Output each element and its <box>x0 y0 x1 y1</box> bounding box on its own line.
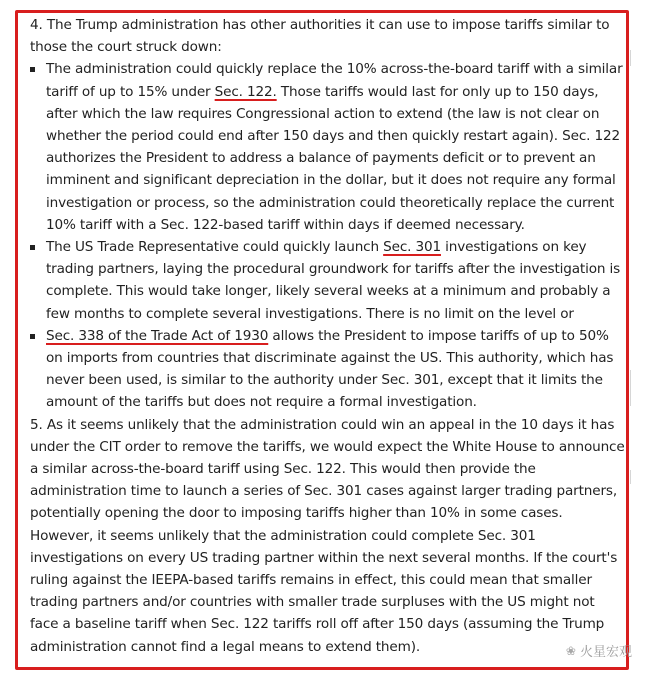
scroll-mark <box>630 470 631 484</box>
sec-338-link[interactable]: Sec. 338 of the Trade Act of 1930 <box>46 327 269 344</box>
bullet-text: The US Trade Representative could quickly launch <box>46 239 384 256</box>
scroll-mark <box>630 370 631 406</box>
paw-icon: ❀ <box>565 643 576 658</box>
item-5-text: 5. As it seems unlikely that the administration could win an appeal in the 10 days it has under the CIT order to remove the tariffs, we would expect the White House to announce a similar across-the-board tariff using Sec. 122. This would then provide the administration time to launch a series of Sec. 301 cases against larger trading partners, potentially opening the door to imposing tariffs higher than 10% in some cases. However, it seems unlikely that the administration could complete Sec. 301 investigations on every US trading partner within the next several months. If the court's ruling against the IEEPA-based tariffs remains in effect, this could mean that smaller trading partners and/or countries with smaller trade surpluses with the US might not face a baseline tariff when Sec. 122 tariffs roll off after 150 days (assuming the Trump administration cannot find a legal means to extend them). <box>30 416 625 655</box>
watermark-text: 火星宏观 <box>579 645 632 660</box>
bullet-marker <box>30 245 35 250</box>
item-4-intro: 4. The Trump administration has other authorities it can use to impose tariffs similar to those the court struck down: <box>30 17 610 56</box>
bullet-marker <box>30 67 35 72</box>
bullet-text: investigations on key trading partners, laying the procedural groundwork for tariffs after the investigation is complete. This would take longer, likely several weeks at a minimum and probably a few months to complete several investigations. There is no limit on the level or <box>46 239 621 322</box>
bullet-text: The administration could quickly replace the 10% across-the-board tariff with a similar tariff of up to 15% under <box>46 61 623 100</box>
sec-122-link[interactable]: Sec. 122. <box>214 83 277 100</box>
bullet-text: Those tariffs would last for only up to 150 days, after which the law requires Congressional action to extend (the law is not clear on whether the period could end after 150 days and then quickly restart again). Sec. 122 authorizes the President to address a balance of payments deficit or to prevent an imminent and significant depreciation in the dollar, but it does not require any formal investigation or process, so the administration could theoretically replace the current 10% tariff with a Sec. 122-based tariff within days if deemed necessary. <box>46 83 621 233</box>
sec-301-link[interactable]: Sec. 301 <box>383 239 441 256</box>
watermark <box>566 641 632 660</box>
bullet-sec-301 <box>30 236 626 325</box>
bullet-marker <box>30 334 35 339</box>
scroll-mark <box>630 50 631 66</box>
bullet-text: allows the President to impose tariffs of up to 50% on imports from countries that discriminate against the US. This authority, which has never been used, is similar to the authority under Sec. 301, except that it limits the amount of the tariffs but does not require a formal investigation. <box>46 327 614 411</box>
bullet-sec-122 <box>30 58 626 236</box>
article-excerpt <box>30 14 626 658</box>
bullet-sec-338 <box>30 325 626 414</box>
